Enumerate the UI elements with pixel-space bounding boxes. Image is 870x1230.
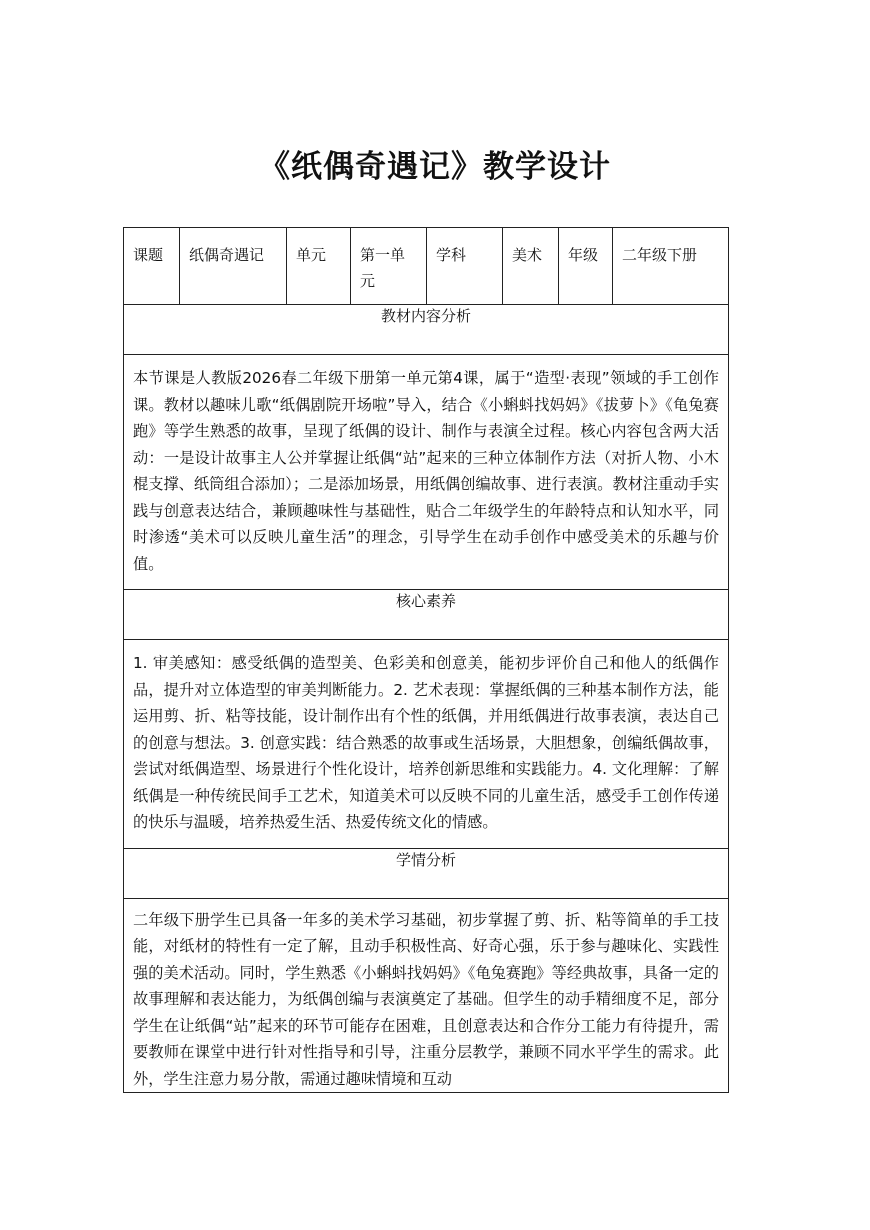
section-body-row [124, 640, 729, 849]
lesson-plan-table [123, 227, 729, 1093]
section-body-row [124, 898, 729, 1093]
section-heading-row [124, 590, 729, 640]
section-heading-row [124, 848, 729, 898]
grade-value: 二年级下册 [613, 228, 729, 305]
grade-label: 年级 [559, 228, 613, 305]
document-title: 《纸偶奇遇记》教学设计 [259, 149, 611, 185]
section-heading-textbook-analysis: 教材内容分析 [124, 305, 729, 355]
section-heading-core-literacy: 核心素养 [124, 590, 729, 640]
subject-value: 美术 [503, 228, 559, 305]
unit-label: 单元 [287, 228, 351, 305]
section-body-student-analysis: 二年级下册学生已具备一年多的美术学习基础，初步掌握了剪、折、粘等简单的手工技能，对纸材的特性有一定了解，且动手积极性高、好奇心强，乐于参与趣味化、实践性强的美术活动。同时，学生熟悉《小蝌蚪找妈妈》《龟兔赛跑》等经典故事，具备一定的故事理解和表达能力，为纸偶创编与表演奠定了基础。但学生的动手精细度不足，部分学生在让纸偶“站”起来的环节可能存在困难，且创意表达和合作分工能力有待提升，需要教师在课堂中进行针对性指导和引导，注重分层教学，兼顾不同水平学生的需求。此外，学生注意力易分散，需通过趣味情境和互动 [124, 898, 729, 1093]
section-body-row [124, 355, 729, 590]
header-row [124, 228, 729, 305]
section-heading-row [124, 305, 729, 355]
section-heading-student-analysis: 学情分析 [124, 848, 729, 898]
section-body-core-literacy: 1. 审美感知：感受纸偶的造型美、色彩美和创意美，能初步评价自己和他人的纸偶作品，提升对立体造型的审美判断能力。2. 艺术表现：掌握纸偶的三种基本制作方法，能运用剪、折、粘等技能，设计制作出有个性的纸偶，并用纸偶进行故事表演，表达自己的创意与想法。3. 创意实践：结合熟悉的故事或生活场景，大胆想象，创编纸偶故事，尝试对纸偶造型、场景进行个性化设计，培养创新思维和实践能力。4. 文化理解：了解纸偶是一种传统民间手工艺术，知道美术可以反映不同的儿童生活，感受手工创作传递的快乐与温暖，培养热爱生活、热爱传统文化的情感。 [124, 640, 729, 849]
unit-value: 第一单元 [351, 228, 427, 305]
topic-label: 课题 [124, 228, 180, 305]
section-body-textbook-analysis: 本节课是人教版2026春二年级下册第一单元第4课，属于“造型·表现”领域的手工创作课。教材以趣味儿歌“纸偶剧院开场啦”导入，结合《小蝌蚪找妈妈》《拔萝卜》《龟兔赛跑》等学生熟悉的故事，呈现了纸偶的设计、制作与表演全过程。核心内容包含两大活动：一是设计故事主人公并掌握让纸偶“站”起来的三种立体制作方法（对折人物、小木棍支撑、纸筒组合添加）；二是添加场景，用纸偶创编故事、进行表演。教材注重动手实践与创意表达结合，兼顾趣味性与基础性，贴合二年级学生的年龄特点和认知水平，同时渗透“美术可以反映儿童生活”的理念，引导学生在动手创作中感受美术的乐趣与价值。 [124, 355, 729, 590]
subject-label: 学科 [427, 228, 503, 305]
topic-value: 纸偶奇遇记 [180, 228, 287, 305]
